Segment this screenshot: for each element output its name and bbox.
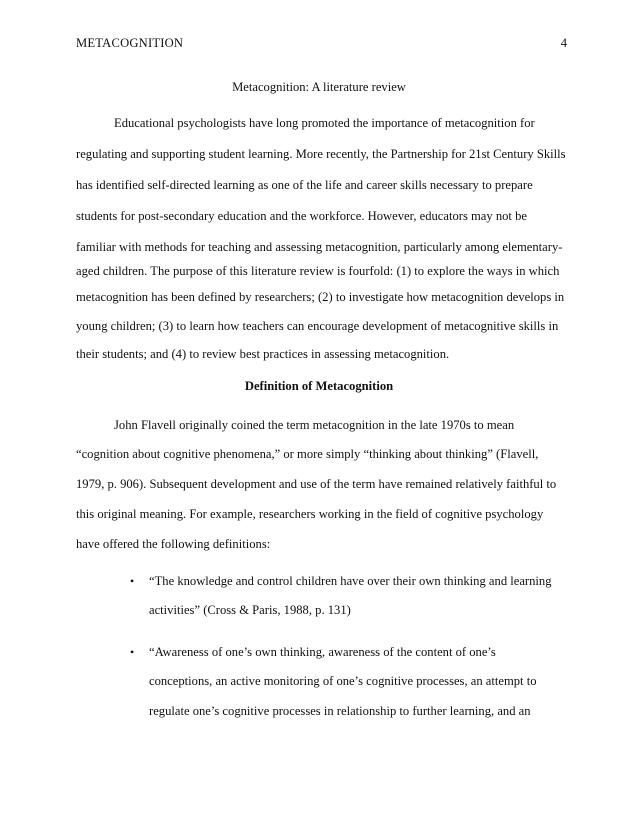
bullet-icon: • xyxy=(130,574,135,588)
paragraph-line: students for post-secondary education and the workforce. However, educators may not be xyxy=(76,209,527,223)
document-title: Metacognition: A literature review xyxy=(232,80,406,94)
section-heading: Definition of Metacognition xyxy=(244,379,394,393)
paragraph-line: metacognition has been defined by researchers; (2) to investigate how metacognition develops in xyxy=(76,290,565,304)
list-item-line: activities” (Cross & Paris, 1988, p. 131) xyxy=(149,603,351,617)
page-number: 4 xyxy=(560,36,567,50)
paragraph-line: have offered the following definitions: xyxy=(76,537,271,551)
paragraph-line: their students; and (4) to review best practices in assessing metacognition. xyxy=(76,347,450,361)
paragraph-line: has identified self-directed learning as one of the life and career skills necessary to prepare xyxy=(76,178,533,192)
paragraph-line: regulating and supporting student learning. More recently, the Partnership for 21st Century Skills xyxy=(76,147,566,161)
paragraph-line: “cognition about cognitive phenomena,” or more simply “thinking about thinking” (Flavell, xyxy=(76,447,539,461)
bullet-icon: • xyxy=(130,645,135,659)
paragraph-line: 1979, p. 906). Subsequent development and use of the term have remained relatively faithful to xyxy=(76,477,557,491)
paragraph-line: young children; (3) to learn how teachers can encourage development of metacognitive skills in xyxy=(76,319,559,333)
paragraph-line: aged children. The purpose of this literature review is fourfold: (1) to explore the ways in which xyxy=(76,264,560,278)
list-item-line: “Awareness of one’s own thinking, awareness of the content of one’s xyxy=(149,645,496,659)
paragraph-line: John Flavell originally coined the term metacognition in the late 1970s to mean xyxy=(114,418,515,432)
list-item-line: regulate one’s cognitive processes in relationship to further learning, and an xyxy=(149,704,531,718)
running-head: METACOGNITION xyxy=(76,36,184,50)
list-item-line: “The knowledge and control children have over their own thinking and learning xyxy=(149,574,552,588)
paragraph-line: Educational psychologists have long promoted the importance of metacognition for xyxy=(114,116,535,130)
list-item-line: conceptions, an active monitoring of one’s cognitive processes, an attempt to xyxy=(149,674,537,688)
paragraph-line: this original meaning. For example, researchers working in the field of cognitive psychology xyxy=(76,507,544,521)
paragraph-line: familiar with methods for teaching and assessing metacognition, particularly among elementary- xyxy=(76,240,563,254)
